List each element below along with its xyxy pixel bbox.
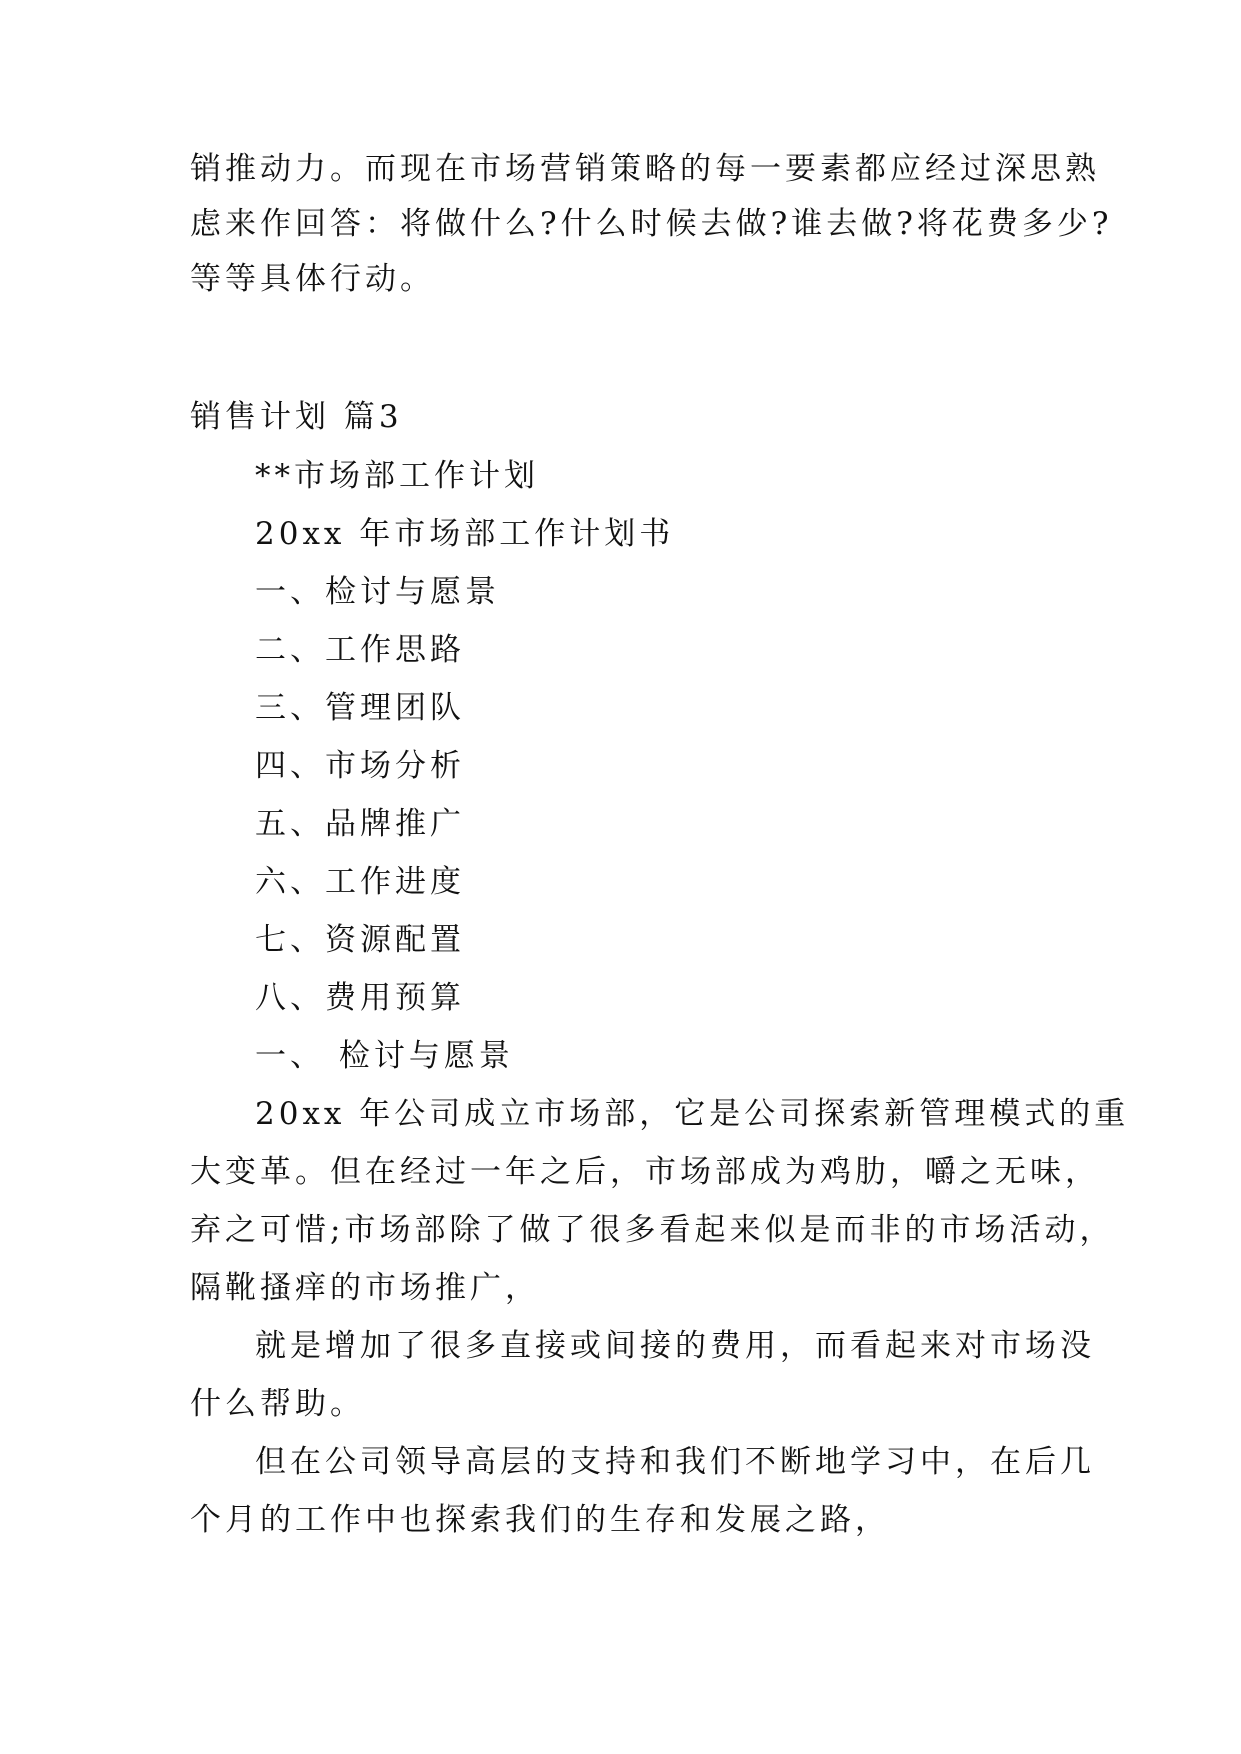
paragraph-line: 但在公司领导高层的支持和我们不断地学习中，在后几: [255, 1444, 1095, 1480]
paragraph-line: 就是增加了很多直接或间接的费用，而看起来对市场没: [255, 1328, 1095, 1364]
outline-item: 二、工作思路: [255, 632, 465, 668]
outline-item: 一、检讨与愿景: [255, 574, 500, 610]
paragraph-line: 20xx 年公司成立市场部，它是公司探索新管理模式的重: [255, 1096, 1130, 1132]
paragraph-line: 什么帮助。: [190, 1386, 365, 1422]
outline-item: 三、管理团队: [255, 690, 465, 726]
paragraph-line: 弃之可惜;市场部除了做了很多看起来似是而非的市场活动，: [190, 1212, 1115, 1248]
outline-item: 八、费用预算: [255, 980, 465, 1016]
intro-line: 虑来作回答：将做什么?什么时候去做?谁去做?将花费多少?: [190, 206, 1113, 242]
paragraph-line: 隔靴搔痒的市场推广，: [190, 1270, 540, 1306]
paragraph-line: 个月的工作中也探索我们的生存和发展之路，: [190, 1502, 890, 1538]
intro-line: 等等具体行动。: [190, 261, 435, 297]
part-heading: 一、 检讨与愿景: [255, 1038, 514, 1074]
intro-line: 销推动力。而现在市场营销策略的每一要素都应经过深思熟: [190, 151, 1100, 187]
outline-item: 四、市场分析: [255, 748, 465, 784]
plan-subtitle: 20xx 年市场部工作计划书: [255, 516, 675, 552]
outline-item: 六、工作进度: [255, 864, 465, 900]
plan-title: **市场部工作计划: [255, 458, 539, 494]
section-heading: 销售计划 篇3: [190, 399, 403, 435]
paragraph-line: 大变革。但在经过一年之后，市场部成为鸡肋，嚼之无味，: [190, 1154, 1100, 1190]
outline-item: 七、资源配置: [255, 922, 465, 958]
outline-item: 五、品牌推广: [255, 806, 465, 842]
